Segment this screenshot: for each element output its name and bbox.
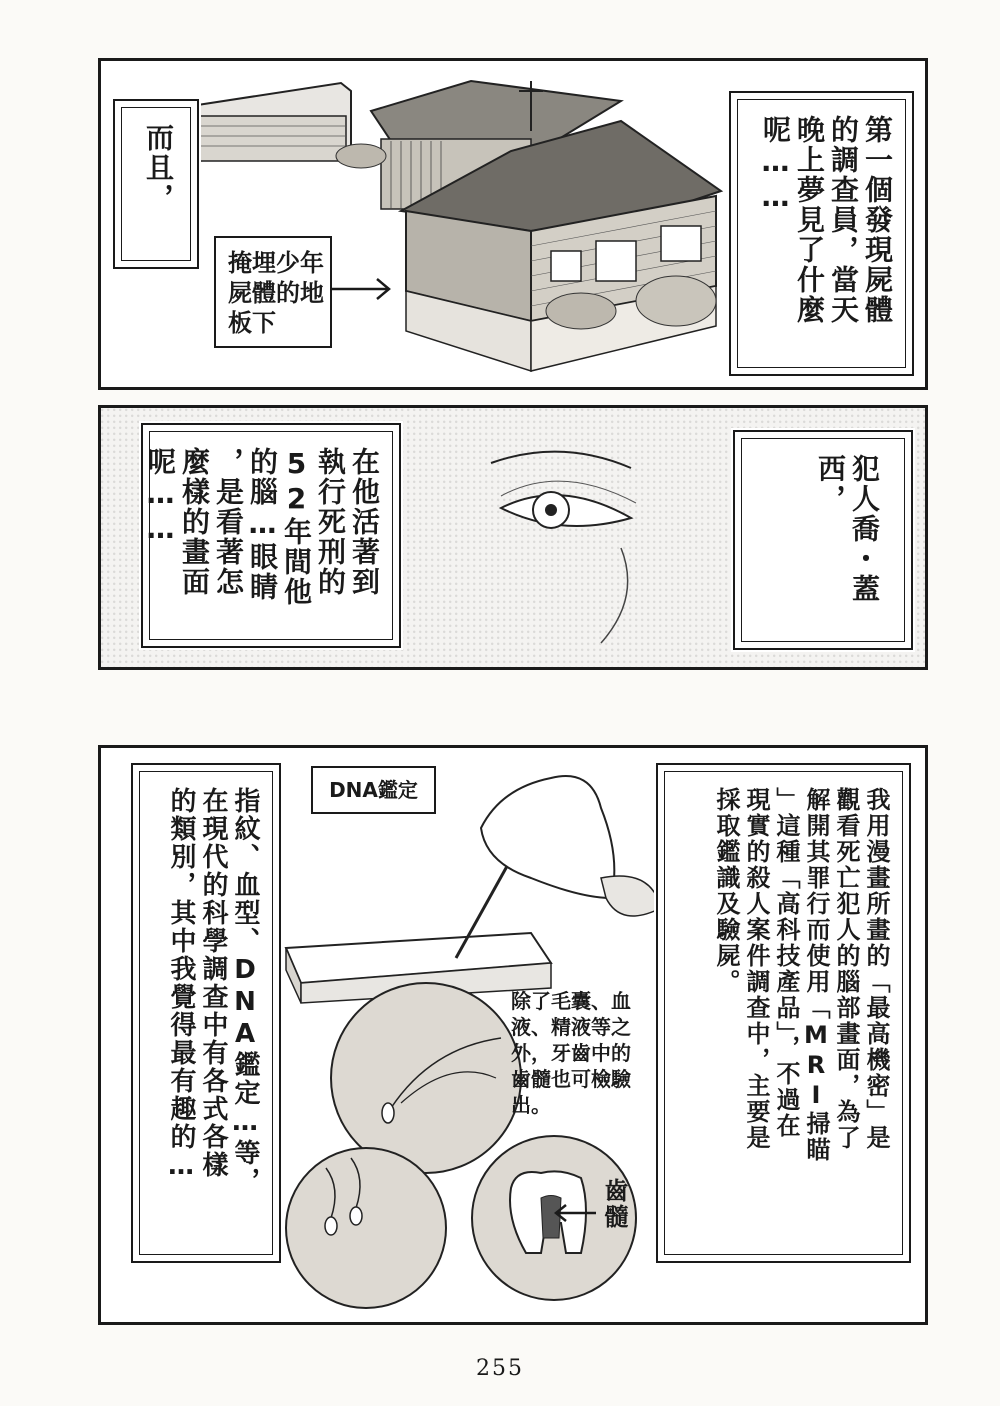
caption-fingerprint	[131, 763, 281, 1263]
caption-criminal-text: 犯人喬・蓋 西，	[814, 454, 881, 604]
caption-and	[113, 99, 199, 269]
page-number: 255	[476, 1356, 524, 1381]
caption-criminal	[733, 430, 913, 650]
caption-mri	[656, 763, 911, 1263]
panel-eye	[98, 405, 928, 670]
caption-fingerprint-text: 指紋、血型、DNA鑑定…等， 在現代的科學調查中有各式各樣 的類別，其中我覺得最有趣的…	[166, 787, 260, 1195]
caption-and-text: 而且，	[142, 123, 175, 213]
pulp-label: 齒髓	[600, 1178, 628, 1230]
panel-house	[98, 58, 928, 390]
caption-investigator-text: 第一個發現屍體 的調查員，當天 晚上夢見了什麼 呢……	[759, 115, 894, 325]
caption-mri-text: 我用漫畫所畫的「最高機密」是 觀看死亡犯人的腦部畫面，為了 解開其罪行而使用「MRI掃瞄 」這種「高科技產品」，不過在 現實的殺人案件調查中，主要是 採取鑑識及驗屍。	[712, 787, 890, 1163]
caption-investigator	[729, 91, 914, 376]
caption-brain-text: 在他活著到 執行死刑的 52年間他 的腦…眼睛 ，是看著怎 麼樣的畫面 呢……	[144, 447, 381, 607]
caption-brain	[141, 423, 401, 648]
note-text: 除了毛囊、血 液、精液等之 外，牙齒中的 齒髓也可檢驗 出。	[511, 989, 631, 1117]
panel-forensics	[98, 745, 928, 1325]
dna-label-box: DNA鑑定	[311, 766, 436, 814]
label-floor-box: 掩埋少年 屍體的地 板下	[214, 236, 332, 348]
